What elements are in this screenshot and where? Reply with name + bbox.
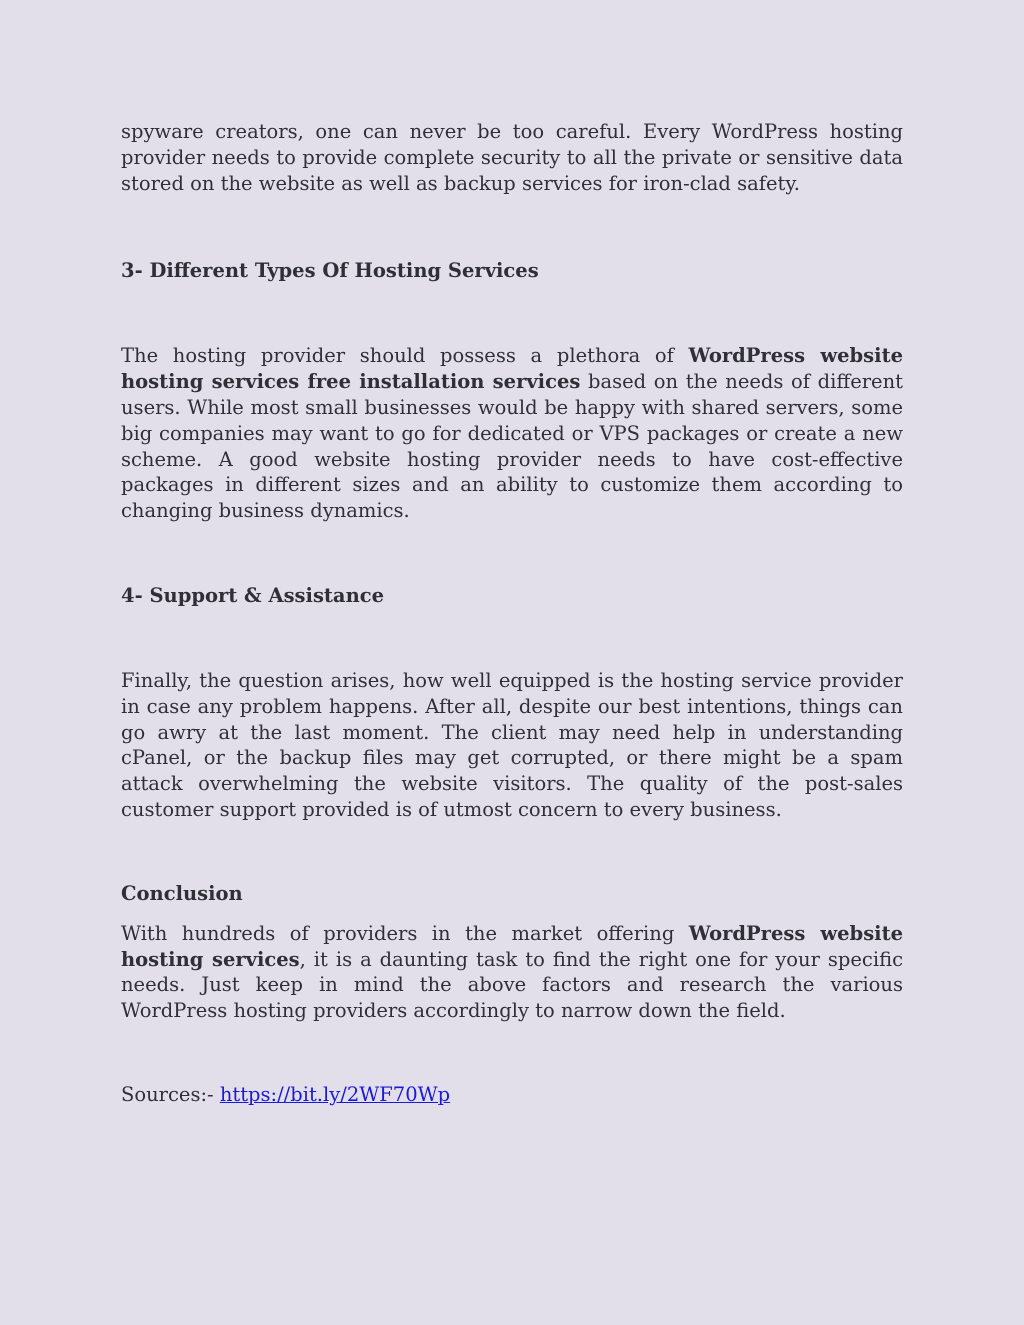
conclusion-bold-text: WordPress website hosting services bbox=[121, 921, 903, 971]
section-3-text-before: The hosting provider should possess a plethora of bbox=[121, 344, 689, 368]
section-4-paragraph: Finally, the question arises, how well equipped is the hosting service provider in case any problem happens. After all, despite our best intentions, things can go awry at the last moment. The client may need help in understanding cPanel, or the backup files may get corrupted, or there might be a spam attack overwhelming the website visitors. The quality of the post-sales customer support provided is of utmost concern to every business. bbox=[121, 668, 903, 821]
spacer bbox=[121, 284, 903, 343]
document-page bbox=[121, 119, 903, 1108]
section-3-heading: 3- Different Types Of Hosting Services bbox=[121, 259, 539, 283]
spacer bbox=[121, 196, 903, 258]
section-3-text-after: based on the needs of different users. While most small businesses would be happy with shared servers, some big companies may want to go for dedicated or VPS packages or create a new scheme. A good website hosting provider needs to have cost-effective packages in different sizes and an ability to customize them according to changing business dynamics. bbox=[121, 370, 903, 523]
conclusion-text-after: , it is a daunting task to find the right one for your specific needs. Just keep in mind the above factors and research the various WordPress hosting providers accordingly to narrow down the field. bbox=[121, 947, 903, 1023]
spacer bbox=[121, 823, 903, 881]
conclusion-paragraph bbox=[121, 921, 903, 1024]
sources-link[interactable]: https://bit.ly/2WF70Wp bbox=[219, 1082, 451, 1106]
intro-paragraph: spyware creators, one can never be too careful. Every WordPress hosting provider needs to provide complete security to all the private or sensitive data stored on the website as well as backup services for iron-clad safety. bbox=[121, 120, 903, 195]
sources-label: Sources:- bbox=[121, 1082, 220, 1106]
section-3-bold-text: WordPress website hosting services free installation services bbox=[121, 344, 903, 394]
section-3-paragraph bbox=[121, 343, 903, 524]
sources-line bbox=[121, 1082, 903, 1108]
spacer bbox=[121, 907, 903, 921]
spacer bbox=[121, 524, 903, 583]
spacer bbox=[121, 609, 903, 668]
conclusion-heading: Conclusion bbox=[121, 881, 243, 905]
conclusion-text-before: With hundreds of providers in the market offering bbox=[121, 921, 689, 945]
spacer bbox=[121, 1024, 903, 1082]
section-4-heading: 4- Support & Assistance bbox=[121, 583, 385, 607]
